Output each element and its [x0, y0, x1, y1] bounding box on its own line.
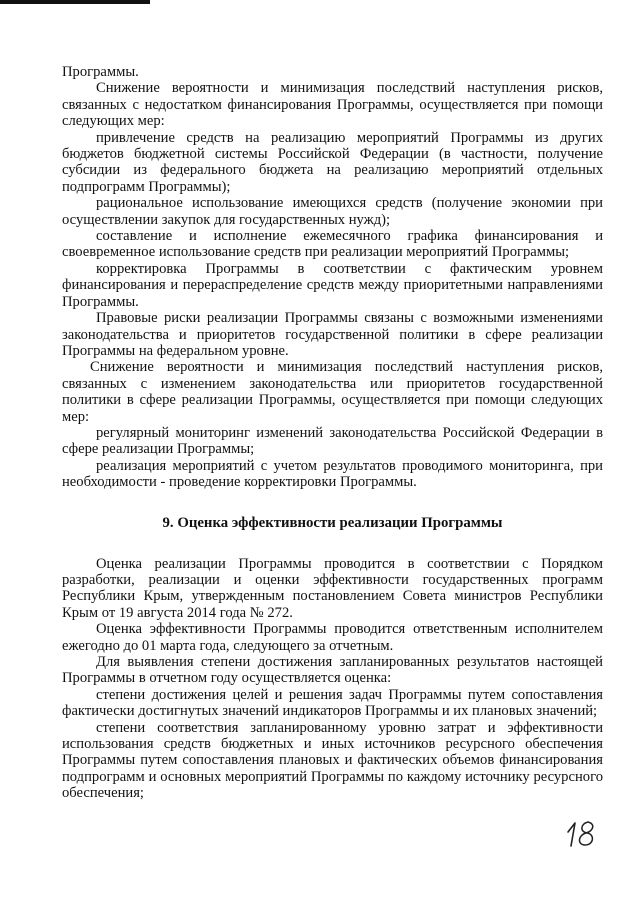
paragraph: привлечение средств на реализацию мероприятий Программы из других бюджетов бюджетной системы Российской Федерации (в частности, получение субсидии из федерального бюджета на реализацию мероприятий отдельных подпрограмм Программы); [62, 129, 603, 195]
paragraph: степени достижения целей и решения задач Программы путем сопоставления фактически достигнутых значений индикаторов Программы и их плановых значений; [62, 686, 603, 720]
paragraph: рациональное использование имеющихся средств (получение экономии при осуществлении закупок для государственных нужд); [62, 195, 603, 228]
document-page [62, 64, 603, 802]
page-number-text: 18 [562, 818, 563, 819]
paragraph: реализация мероприятий с учетом результатов проводимого мониторинга, при необходимости - проведение корректировки Программы. [62, 457, 603, 491]
paragraph: степени соответствия запланированному уровню затрат и эффективности использования средств бюджетных и иных источников ресурсного обеспечения Программы путем сопоставления плановых и фактических объемов финансирования подпрограмм и основных мероприятий Программы по каждому источнику ресурсного обеспечения; [62, 719, 603, 802]
paragraph: Оценка реализации Программы проводится в соответствии с Порядком разработки, реализации и оценки эффективности государственных программ Республики Крым, утвержденным постановлением Совета министров Республики Крым от 19 августа 2014 года № 272. [62, 555, 603, 621]
paragraph: Снижение вероятности и минимизация последствий наступления рисков, связанных с недостатком финансирования Программы, осуществляется при помощи следующих мер: [62, 80, 603, 130]
handwritten-page-number [562, 818, 606, 848]
paragraph: Снижение вероятности и минимизация последствий наступления рисков, связанных с изменением законодательства или приоритетов государственной политики в сфере реализации Программы, осуществляется при помощи следующих мер: [62, 359, 603, 425]
paragraph: Для выявления степени достижения запланированных результатов настоящей Программы в отчетном году осуществляется оценка: [62, 654, 603, 687]
paragraph: Оценка эффективности Программы проводится ответственным исполнителем ежегодно до 01 марта года, следующего за отчетным. [62, 621, 603, 654]
paragraph: Правовые риски реализации Программы связаны с возможными изменениями законодательства и приоритетов государственной политики в сфере реализации Программы на федеральном уровне. [62, 310, 603, 359]
paragraph: регулярный мониторинг изменений законодательства Российской Федерации в сфере реализации Программы; [62, 424, 603, 458]
section-heading: 9. Оценка эффективности реализации Программы [162, 514, 503, 531]
paragraph-continuation: Программы. [62, 64, 139, 80]
paragraph: составление и исполнение ежемесячного графика финансирования и своевременное использование средств при реализации мероприятий Программы; [62, 228, 603, 261]
paragraph: корректировка Программы в соответствии с фактическим уровнем финансирования и перераспределение средств между приоритетными направлениями Программы. [62, 260, 603, 310]
top-edge-line [0, 0, 150, 4]
